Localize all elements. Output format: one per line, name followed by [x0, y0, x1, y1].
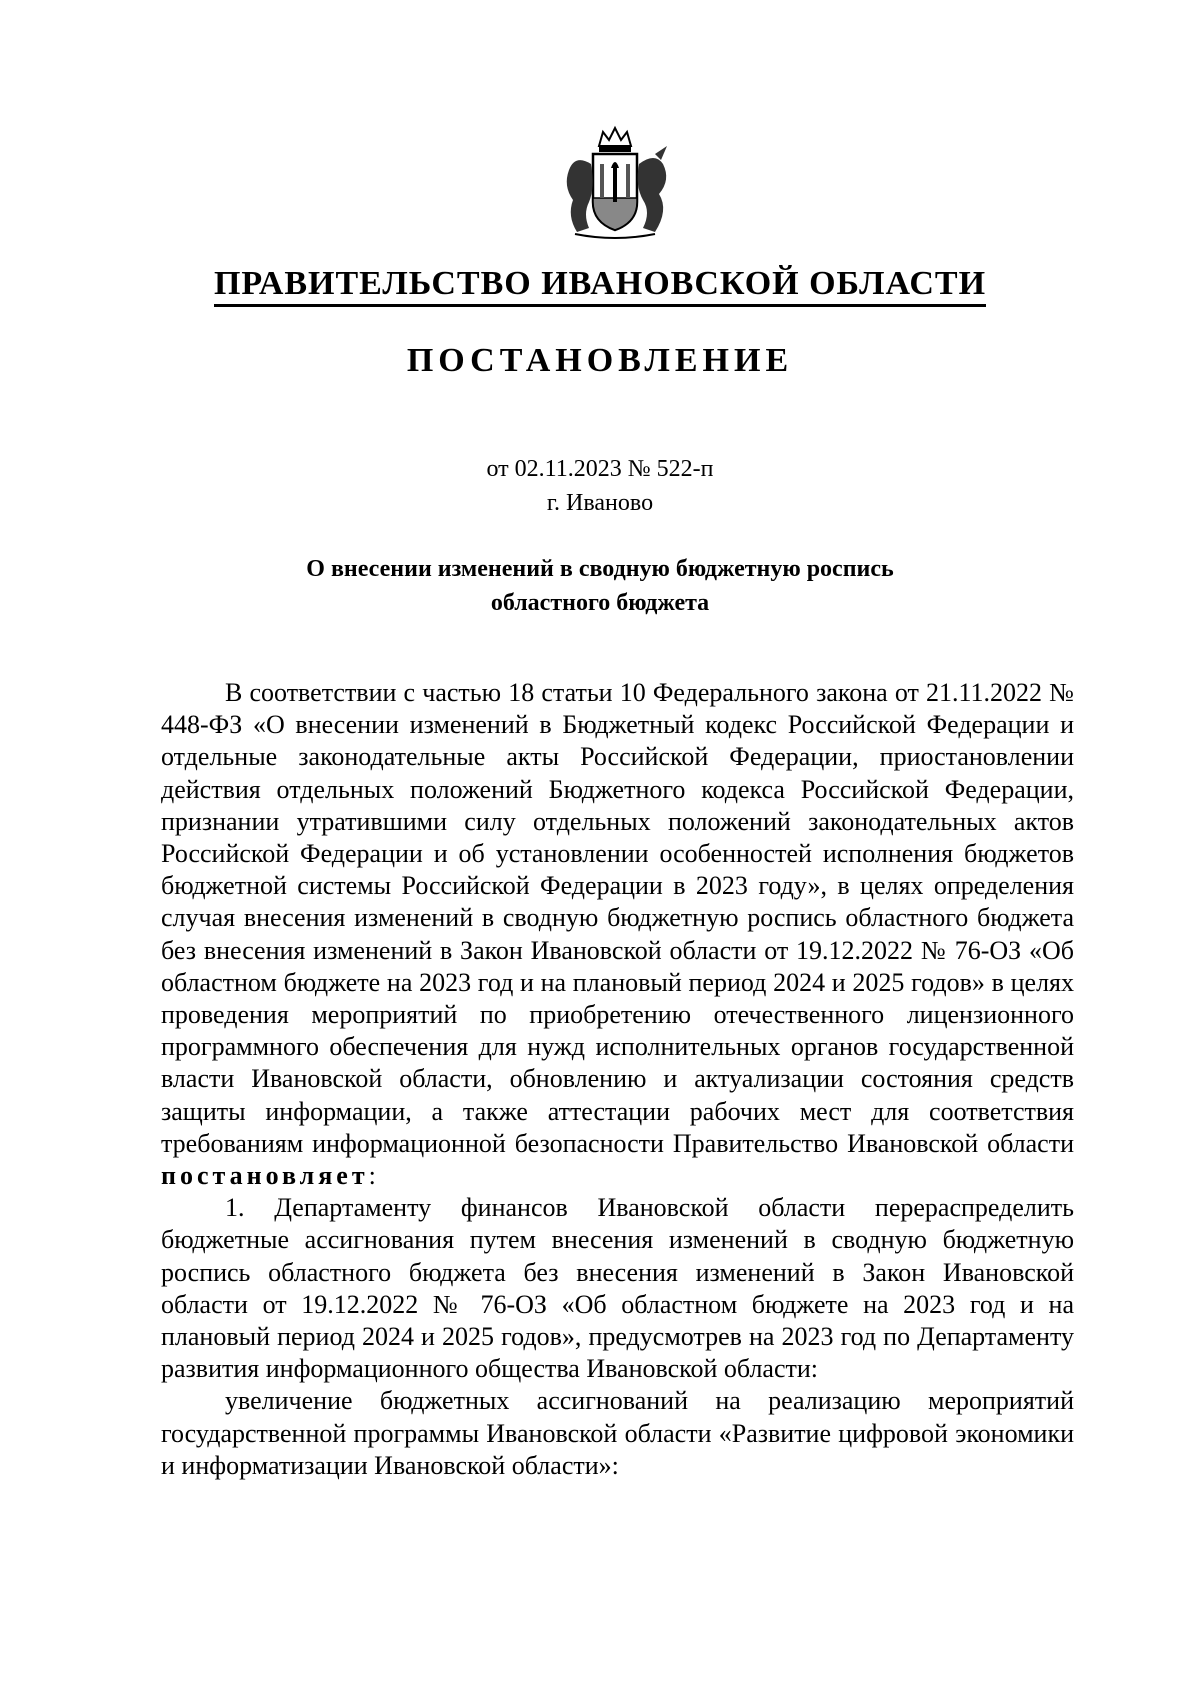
document-body	[161, 677, 1074, 1482]
organization-title-text: ПРАВИТЕЛЬСТВО ИВАНОВСКОЙ ОБЛАСТИ	[214, 265, 986, 307]
document-subject	[0, 552, 1200, 620]
subject-line-1: О внесении изменений в сводную бюджетную роспись	[306, 556, 894, 582]
decree-word: постановляет	[161, 1161, 369, 1191]
organization-title	[0, 265, 1200, 303]
decree-colon: :	[368, 1161, 376, 1191]
document-type: ПОСТАНОВЛЕНИЕ	[406, 342, 794, 379]
item-1-paragraph: 1. Департаменту финансов Ивановской области перераспределить бюджетные ассигнования путем внесения изменений в сводную бюджетную роспись областного бюджета без внесения изменений в Закон Ивановской области от 19.12.2022 № 76-ОЗ «Об областном бюджете на 2023 год и на плановый период 2024 и 2025 годов», предусмотрев на 2023 год по Департаменту развития информационного общества Ивановской области:	[161, 1193, 1074, 1384]
date-number: от 02.11.2023 № 522-п	[486, 456, 714, 482]
preamble-text: В соответствии с частью 18 статьи 10 Федерального закона от 21.11.2022 № 448-ФЗ «О внесении изменений в Бюджетный кодекс Российской Федерации и отдельные законодательные акты Российской Федерации, приостановлении действия отдельных положений Бюджетного кодекса Российской Федерации, признании утратившими силу отдельных положений законодательных актов Российской Федерации и об установлении особенностей исполнения бюджетов бюджетной системы Российской Федерации в 2023 году», в целях определения случая внесения изменений в сводную бюджетную роспись областного бюджета без внесения изменений в Закон Ивановской области от 19.12.2022 № 76-ОЗ «Об областном бюджете на 2023 год и на плановый период 2024 и 2025 годов» в целях проведения мероприятий по приобретению отечественного лицензионного программного обеспечения для нужд исполнительных органов государственной власти Ивановской области, обновлению и актуализации состояния средств защиты информации, а также аттестации рабочих мест для соответствия требованиям информационной безопасности Правительство Ивановской области	[161, 678, 1074, 1158]
preamble-paragraph	[161, 677, 1074, 1192]
ivanovo-coat-of-arms-icon	[555, 124, 675, 244]
city: г. Иваново	[546, 490, 654, 516]
item-1-subparagraph: увеличение бюджетных ассигнований на реализацию мероприятий государственной программы Ивановской области «Развитие цифровой экономики и информатизации Ивановской области»:	[161, 1386, 1074, 1480]
subject-line-2: областного бюджета	[490, 590, 710, 616]
